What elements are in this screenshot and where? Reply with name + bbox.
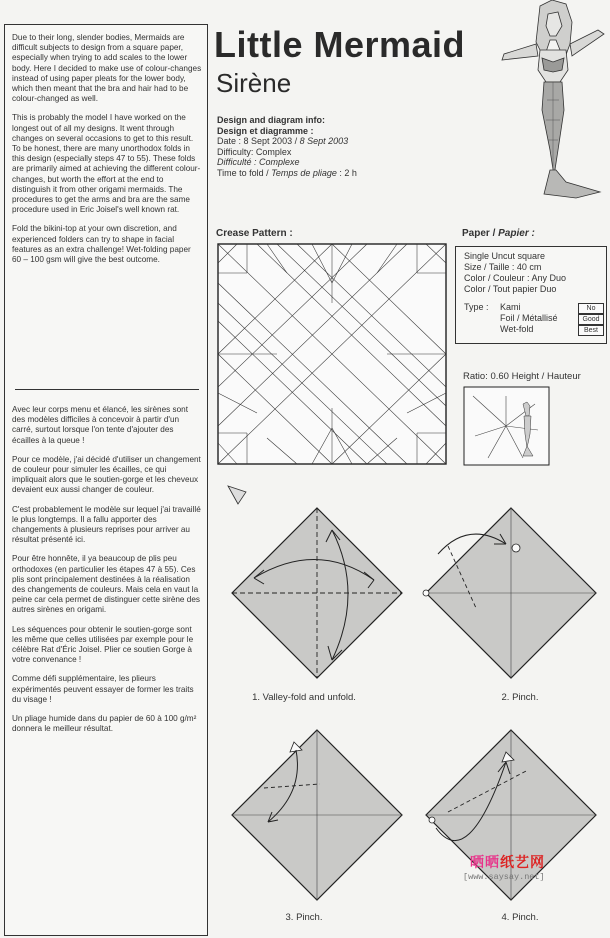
step-3-caption: 3. Pinch. [285,912,323,923]
step-2-diagram [418,500,604,686]
difficulty-label: Difficulty: [217,146,254,157]
crease-pattern-label: Crease Pattern : [216,228,293,239]
design-info [217,115,357,179]
watermark-char: 艺 [515,854,530,870]
english-paragraph: Fold the bikini-top at your own discretion, and experienced folders can try to shape in facial features as an extra challenge! Wet-folding paper 60 – 100 gsm will give the best outcome. [12,224,191,265]
english-description [12,33,202,274]
step-3-diagram [224,722,410,908]
difficulty-fr-line [217,157,357,168]
watermark-logo [470,852,545,872]
info-heading-fr: Design et diagramme : [217,125,314,136]
french-paragraph: Avec leur corps menu et élancé, les sirènes sont des modèles difficiles à concevoir à partir d'un carré, surtout lorsque l'on tente d'ajouter des écailles à la queue ! [12,405,188,445]
watermark-char: 纸 [500,854,515,870]
english-paragraph: Due to their long, slender bodies, Mermaids are difficult subjects to design from a square paper, especially when trying to add scales to the lower body. Here I decided to make use of colour-changes instead of using paper pleats for the lower body, which then meant that the bra and hair had to be colour-changed as well. [12,33,202,104]
paper-info-box [455,246,607,344]
paper-type-name: Foil / Métallisé [500,313,558,323]
mermaid-illustration [500,0,608,200]
time-line [217,168,357,179]
french-description [12,405,202,743]
date-line [217,136,357,147]
step-1-caption: 1. Valley-fold and unfold. [252,692,356,703]
step-4-caption: 4. Pinch. [501,912,539,923]
french-paragraph: Les séquences pour obtenir le soutien-gorge sont les même que celles utilisées par exemple pour le célèbre Rat d'Éric Joisel. Plier ce soutien Gorge à votre convenance ! [12,624,194,665]
french-paragraph: Comme défi supplémentaire, les plieurs expérimentés peuvent essayer de former les traits du visage ! [12,674,194,704]
date-value-fr: 8 Sept 2003 [299,136,349,147]
watermark-char: 晒 [470,854,485,870]
french-paragraph: C'est probablement le modèle sur lequel j'ai travaillé le plus longtemps. Il a fallu apporter des changements à plusieurs reprises pour arriver au résultat présenté ici. [12,504,201,545]
crease-pattern-diagram [217,243,447,465]
date-value: 8 Sept 2003 / [243,136,300,147]
description-column [4,24,208,936]
difficulty-fr-label: Difficulté : [217,157,257,168]
info-heading-en: Design and diagram info: [217,115,326,125]
french-paragraph: Pour être honnête, il ya beaucoup de plis peu orthodoxes (en particulier les étapes 47 à 55). Ces plis sont principalement destinées à la réalisation des changements de couleurs. Mais cela en vaut la peine car cela permet de distinguer cette sirène des autres sirènes en origami. [12,554,200,615]
date-label: Date : [217,136,242,147]
watermark-char: 网 [530,854,545,870]
difficulty-fr-value: Complexe [259,157,300,168]
french-paragraph: Pour ce modèle, j'ai décidé d'utiliser un changement de couleur pour simuler les écailles, ce qui impliquait alors que le soutien-gorge et les cheveux devaient eux aussi changer de couleur. [12,454,201,495]
paper-label [462,228,535,239]
english-paragraph: This is probably the model I have worked on the longest out of all my designs. It went through changes on several occasions to get to this result. To be honest, there are many unorthodox folds in this design (especially steps 47 to 55). These folds are primarily aimed at achieving the different colour-changes, but worth the effort at the end to distinguish it from other origami mermaids. The procedures to get the arms and bra are the same procedure used in Eric Joisel's well known rat. [12,113,201,215]
paper-line: Color / Couleur : Any Duo [464,273,567,283]
difficulty-line [217,147,357,158]
divider [15,389,199,390]
time-label: Time to fold / [217,167,272,178]
paper-line: Single Uncut square [464,251,546,261]
paper-rating: No [578,303,604,314]
time-value: : 2 h [339,167,357,178]
time-label-fr: Temps de pliage [271,167,337,178]
watermark-char: 晒 [485,854,500,870]
paper-rating: Best [578,325,604,336]
paper-line: Size / Taille : 40 cm [464,262,542,272]
difficulty-value: Complex [255,146,292,157]
paper-label-en: Paper / [462,228,499,239]
paper-type-name: Wet-fold [500,324,534,334]
paper-line: Color / Tout papier Duo [464,284,557,294]
page-title: Little Mermaid [214,24,466,65]
paper-type-name: Kami [500,302,521,312]
step-2-caption: 2. Pinch. [501,692,539,703]
paper-label-fr: Papier : [498,228,535,239]
paper-rating: Good [578,314,604,325]
page-subtitle: Sirène [216,68,292,98]
paper-type-label: Type : [464,302,489,312]
french-paragraph: Un pliage humide dans du papier de 60 à 100 g/m² donnera le meilleur résultat. [12,714,197,734]
step-1-diagram [224,500,410,686]
ratio-text: Ratio: 0.60 Height / Hauteur [463,371,581,382]
watermark-url: [www.saysay.net] [463,872,545,882]
ratio-diagram [463,386,550,466]
